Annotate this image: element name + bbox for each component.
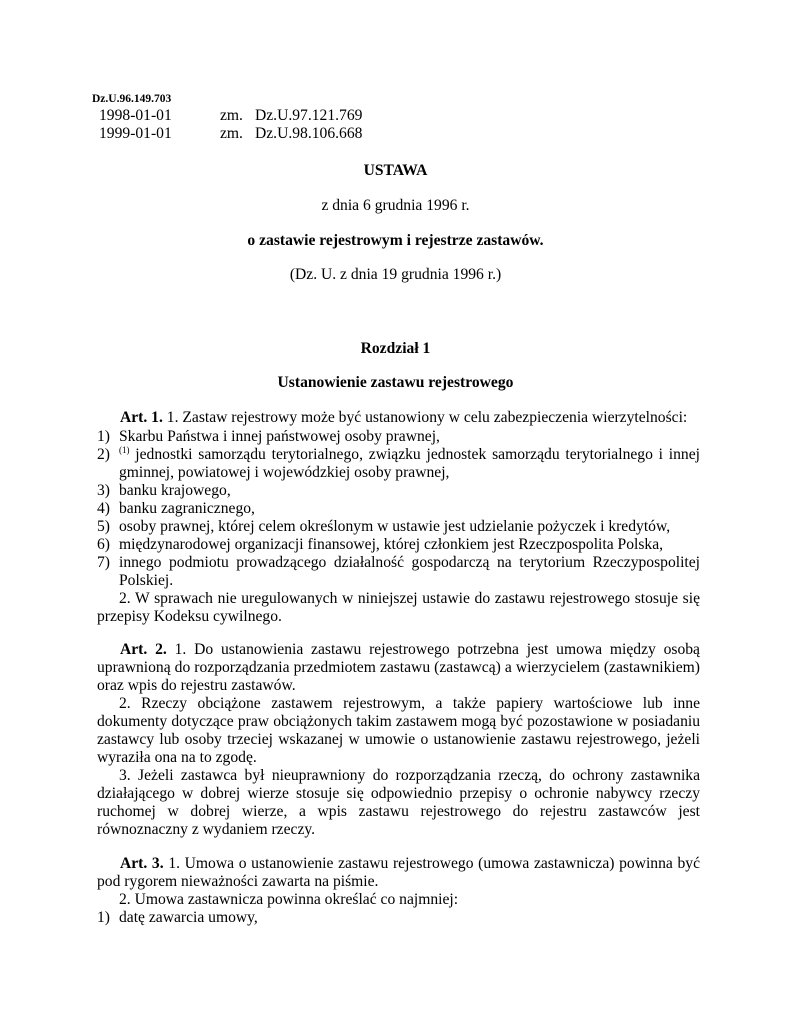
paragraph-text: równoznaczny z wydaniem rzeczy. (97, 821, 316, 838)
paragraph-text: uprawnioną do rozporządzania przedmiotem zastawu (zastawcą) a wierzycielem (zastawnikiem) (97, 659, 700, 676)
list-number: 1) (97, 909, 110, 926)
paragraph-text: 1. Zastaw rejestrowy może być ustanowiony w celu zabezpieczenia wierzytelności: (166, 409, 688, 426)
list-item-text: Skarbu Państwa i innej państwowej osoby prawnej, (119, 428, 440, 445)
paragraph-text: 2. Umowa zastawnicza powinna określać co najmniej: (119, 891, 459, 908)
art2-intro: Art. 2. 1. Do ustanowienia zastawu rejestrowego potrzebna jest umowa między osobą (120, 641, 700, 658)
paragraph-text: pod rygorem nieważności zawarta na piśmie. (97, 873, 379, 890)
list-number: 2) (97, 446, 110, 463)
art3-intro: Art. 3. 1. Umowa o ustanowienie zastawu rejestrowego (umowa zastawnicza) powinna być (120, 855, 701, 872)
list-item-text: banku krajowego, (119, 482, 231, 499)
footnote-ref: (1) (119, 444, 130, 455)
amendment-ref: Dz.U.97.121.769 (255, 107, 363, 124)
art1-intro (120, 409, 687, 427)
article-label: Art. 2. (120, 641, 167, 658)
paragraph-text: przepisy Kodeksu cywilnego. (97, 608, 282, 625)
paragraph-text: działającego w dobrej wierze stosuje się odpowiednio przepisy o ochronie nabywcy rzeczy (97, 785, 700, 802)
act-publication: (Dz. U. z dnia 19 grudnia 1996 r.) (289, 266, 502, 283)
list-number: 3) (97, 482, 110, 499)
document-ref: Dz.U.96.149.703 (92, 93, 172, 105)
list-item-text: $^{(1)}$ jednostki samorządu terytorialnego, związku jednostek samorządu terytorialnego i innej (119, 444, 700, 463)
paragraph-text: 3. Jeżeli zastawca był nieuprawniony do rozporządzania rzeczą, do ochrony zastawnika (119, 767, 700, 784)
act-subject: o zastawie rejestrowym i rejestrze zastawów. (247, 232, 544, 249)
paragraph-text: ruchomej w dobrej wierze, a wpis zastawu rejestrowego do rejestru zastawców jest (97, 803, 700, 820)
list-item-text: innego podmiotu prowadzącego działalność gospodarczą na terytorium Rzeczypospolitej (119, 554, 700, 571)
act-type: USTAWA (363, 162, 428, 179)
list-number: 7) (97, 554, 110, 571)
article-label: Art. 3. (120, 855, 164, 872)
list-number: 4) (97, 500, 110, 517)
list-item-text: Polskiej. (119, 572, 174, 589)
chapter-number: Rozdział 1 (360, 340, 431, 357)
list-number: 6) (97, 536, 110, 553)
list-item-text: banku zagranicznego, (119, 500, 255, 517)
paragraph-text: 2. Rzeczy obciążone zastawem rejestrowym, a także papiery wartościowe lub inne (119, 695, 700, 712)
list-item-text: międzynarodowej organizacji finansowej, której członkiem jest Rzeczpospolita Polska, (119, 536, 664, 553)
list-item-text: gminnej, powiatowej i wojewódzkiej osoby prawnej, (119, 464, 450, 481)
list-number: 1) (97, 428, 110, 445)
act-date: z dnia 6 grudnia 1996 r. (321, 197, 470, 214)
paragraph-text: oraz wpis do rejestru zastawów. (97, 677, 296, 694)
paragraph-text: zastawcy lub osoby trzeciej wskazanej w umowie o ustanowienie zastawu rejestrowego, jeżeli (97, 731, 700, 748)
amendment-zm: zm. (220, 125, 243, 142)
paragraph-text: wyraziła ona na to zgodę. (97, 749, 257, 766)
list-item-text: datę zawarcia umowy, (119, 909, 258, 926)
amendment-zm: zm. (220, 107, 243, 124)
paragraph-text: dokumenty dotyczące praw obciążonych takim zastawem mogą być pozostawione w posiadaniu (97, 713, 700, 730)
list-item-text: osoby prawnej, której celem określonym w ustawie jest udzielanie pożyczek i kredytów, (119, 518, 671, 535)
amendment-date: 1999-01-01 (99, 125, 172, 142)
chapter-title: Ustanowienie zastawu rejestrowego (277, 374, 514, 391)
article-label: Art. 1. (120, 409, 163, 426)
paragraph-text: 2. W sprawach nie uregulowanych w niniejszej ustawie do zastawu rejestrowego stosuje się (119, 590, 700, 607)
list-number: 5) (97, 518, 110, 535)
amendment-date: 1998-01-01 (99, 107, 172, 124)
amendment-ref: Dz.U.98.106.668 (255, 125, 363, 142)
